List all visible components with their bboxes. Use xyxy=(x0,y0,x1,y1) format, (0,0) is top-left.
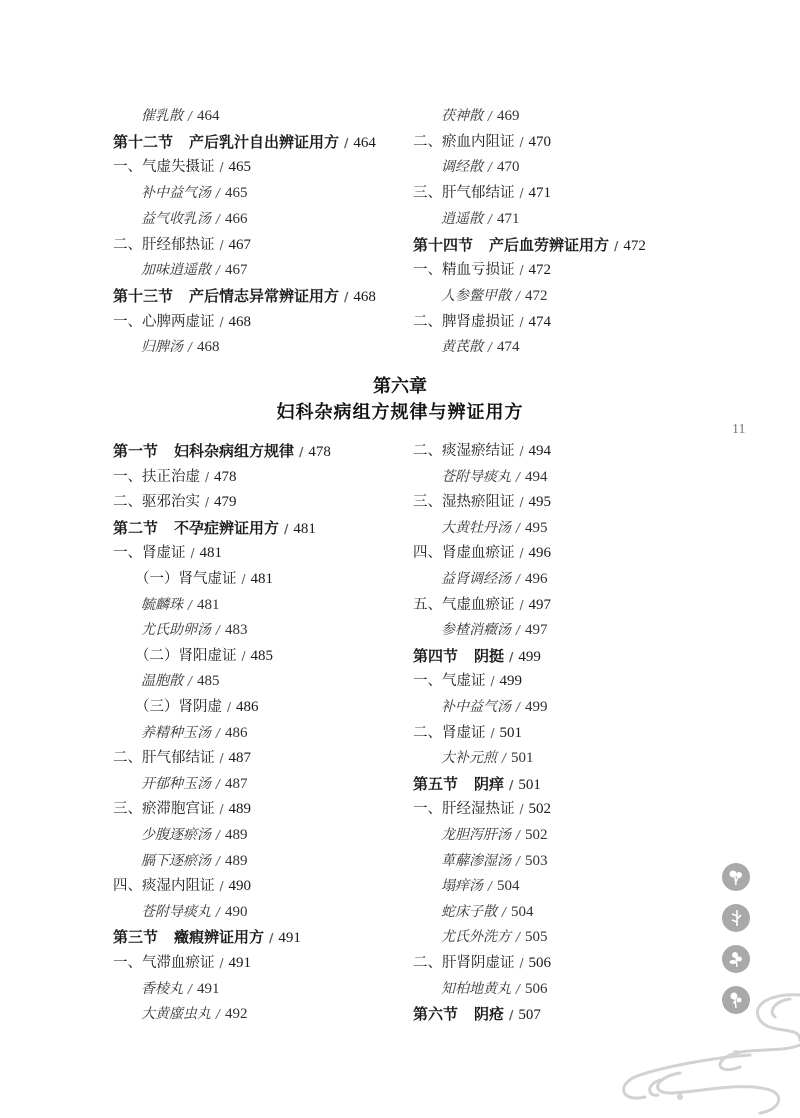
flower-badge-icon xyxy=(722,863,750,891)
entry-page-number: 491 xyxy=(197,980,220,997)
toc-formula-entry[interactable] xyxy=(141,721,248,745)
toc-subsection-entry[interactable] xyxy=(113,746,251,770)
separator: / xyxy=(516,623,521,638)
entry-title: 塌痒汤 xyxy=(441,878,483,895)
toc-formula-entry[interactable] xyxy=(141,335,220,359)
section-number: 第一节 xyxy=(113,442,159,460)
toc-formula-entry[interactable] xyxy=(441,900,534,924)
entry-page-number: 505 xyxy=(525,929,548,946)
toc-subsection-entry[interactable] xyxy=(413,541,551,565)
entry-title: 四、痰湿内阻证 xyxy=(113,878,215,895)
entry-title: 加味逍遥散 xyxy=(141,262,211,279)
entry-page-number: 465 xyxy=(228,159,252,176)
entry-title: 阴挺 xyxy=(474,646,505,665)
entry-title: 补中益气汤 xyxy=(141,185,211,202)
separator: / xyxy=(488,340,493,355)
separator: / xyxy=(519,444,524,458)
toc-formula-entry[interactable] xyxy=(141,977,220,1001)
separator: / xyxy=(227,700,232,714)
toc-formula-entry[interactable] xyxy=(141,258,248,282)
separator: / xyxy=(299,445,304,459)
toc-formula-entry[interactable] xyxy=(441,516,548,540)
entry-page-number: 471 xyxy=(497,210,520,227)
entry-page-number: 504 xyxy=(497,878,520,895)
section-number: 第五节 xyxy=(413,774,459,793)
toc-formula-entry[interactable] xyxy=(441,335,520,359)
separator: / xyxy=(241,572,246,586)
separator: / xyxy=(219,802,224,817)
separator: / xyxy=(216,623,221,638)
entry-page-number: 474 xyxy=(528,313,552,330)
entry-page-number: 464 xyxy=(197,108,220,124)
entry-page-number: 506 xyxy=(525,980,548,997)
entry-title: 尤氏外洗方 xyxy=(441,929,511,946)
separator: / xyxy=(219,751,224,766)
toc-subsection-entry[interactable] xyxy=(413,310,551,334)
separator: / xyxy=(516,520,521,535)
entry-title: 苍附导痰丸 xyxy=(441,468,511,485)
toc-subsection-entry[interactable] xyxy=(413,669,522,693)
separator: / xyxy=(216,211,221,226)
entry-page-number: 502 xyxy=(528,801,552,818)
entry-page-number: 470 xyxy=(497,159,520,176)
entry-title: 三、瘀滞胞宫证 xyxy=(113,801,215,818)
toc-formula-entry[interactable] xyxy=(441,977,548,1001)
entry-page-number: 474 xyxy=(497,339,520,356)
separator: / xyxy=(490,725,495,740)
separator: / xyxy=(188,597,193,612)
toc-subsection-entry[interactable] xyxy=(413,130,551,154)
separator: / xyxy=(188,981,193,996)
separator: / xyxy=(614,238,619,253)
separator: / xyxy=(516,572,521,586)
entry-title: 毓麟珠 xyxy=(141,596,183,613)
entry-title: 一、肾虚证 xyxy=(113,545,186,562)
entry-page-number: 467 xyxy=(228,236,252,253)
separator: / xyxy=(219,314,224,329)
separator: / xyxy=(519,134,524,149)
section-number: 第十三节 xyxy=(113,286,174,305)
toc-formula-entry[interactable] xyxy=(441,155,520,179)
entry-title: 二、肾虚证 xyxy=(413,724,486,741)
entry-title: 二、肝经郁热证 xyxy=(113,236,215,253)
separator: / xyxy=(516,828,521,842)
toc-subsection-entry[interactable] xyxy=(413,181,551,205)
entry-title: 少腹逐瘀汤 xyxy=(141,827,211,843)
entry-title: 癥瘕辨证用方 xyxy=(174,928,265,947)
toc-formula-entry[interactable] xyxy=(441,104,520,128)
toc-section-entry[interactable] xyxy=(113,130,376,154)
entry-page-number: 489 xyxy=(228,801,252,818)
toc-subsection-entry[interactable] xyxy=(113,541,222,565)
toc-formula-entry[interactable] xyxy=(441,849,548,873)
entry-page-number: 507 xyxy=(518,1007,541,1024)
toc-formula-entry[interactable] xyxy=(141,593,220,617)
separator: / xyxy=(344,289,349,304)
toc-formula-entry[interactable] xyxy=(141,823,248,847)
toc-section-entry[interactable] xyxy=(113,516,316,540)
toc-formula-entry[interactable] xyxy=(441,567,548,591)
section-number: 第四节 xyxy=(413,646,459,665)
entry-title: 阴疮 xyxy=(474,1005,505,1024)
toc-section-entry[interactable] xyxy=(113,439,331,463)
entry-page-number: 483 xyxy=(225,622,248,639)
toc-formula-entry[interactable] xyxy=(141,207,248,231)
separator: / xyxy=(205,495,210,510)
entry-page-number: 501 xyxy=(499,724,523,741)
entry-page-number: 481 xyxy=(199,545,223,562)
toc-formula-entry[interactable] xyxy=(141,900,248,924)
entry-title: 养精种玉汤 xyxy=(141,724,211,741)
entry-page-number: 504 xyxy=(511,903,534,920)
separator: / xyxy=(269,931,274,946)
toc-section-entry[interactable] xyxy=(113,925,301,949)
entry-page-number: 501 xyxy=(518,776,541,793)
entry-title: 黄芪散 xyxy=(441,339,483,356)
entry-page-number: 485 xyxy=(197,673,220,690)
entry-title: 蛇床子散 xyxy=(441,903,497,920)
toc-subsection-entry[interactable] xyxy=(113,490,237,514)
entry-page-number: 465 xyxy=(225,185,248,202)
entry-title: 二、驱邪治实 xyxy=(113,494,200,511)
toc-subsection-entry[interactable] xyxy=(113,951,251,975)
toc-formula-entry[interactable] xyxy=(141,104,220,128)
toc-section-entry[interactable] xyxy=(413,233,646,257)
toc-formula-entry[interactable] xyxy=(441,284,548,308)
separator: / xyxy=(216,776,221,791)
toc-formula-entry[interactable] xyxy=(441,207,520,231)
entry-title: 四、肾虚血瘀证 xyxy=(413,545,515,562)
entry-page-number: 491 xyxy=(278,930,301,947)
toc-formula-entry[interactable] xyxy=(441,823,548,847)
toc-formula-entry[interactable] xyxy=(441,925,548,949)
entry-title: 一、肝经湿热证 xyxy=(413,801,515,818)
entry-page-number: 489 xyxy=(225,852,248,869)
toc-subsection-entry[interactable] xyxy=(413,797,551,821)
toc-subsection-entry[interactable] xyxy=(413,593,551,617)
entry-title: 妇科杂病组方规律 xyxy=(174,442,295,460)
toc-section-entry[interactable] xyxy=(113,284,376,308)
toc-subsection-entry[interactable] xyxy=(413,490,551,514)
separator: / xyxy=(219,879,224,894)
toc-bottom-left xyxy=(113,439,403,1039)
entry-title: （二）肾阳虚证 xyxy=(135,647,237,664)
toc-formula-entry[interactable] xyxy=(441,465,548,489)
entry-page-number: 499 xyxy=(518,648,541,665)
entry-page-number: 468 xyxy=(228,313,252,330)
entry-page-number: 487 xyxy=(225,775,248,792)
toc-formula-entry[interactable] xyxy=(441,746,534,770)
entry-title: 知柏地黄丸 xyxy=(441,980,511,997)
entry-title: 归脾汤 xyxy=(141,339,183,356)
entry-page-number: 485 xyxy=(250,647,274,664)
toc-subsection-entry[interactable] xyxy=(113,465,237,489)
toc-top-right xyxy=(413,104,703,364)
separator: / xyxy=(219,956,224,970)
toc-subsection-entry[interactable] xyxy=(113,233,251,257)
toc-subsection-entry[interactable] xyxy=(413,951,551,975)
entry-title: （一）肾气虚证 xyxy=(135,571,237,587)
entry-title: 催乳散 xyxy=(141,108,183,124)
separator: / xyxy=(190,546,195,561)
entry-title: 一、扶正治虚 xyxy=(113,468,200,485)
entry-title: 苍附导痰丸 xyxy=(141,903,211,920)
entry-title: 温胞散 xyxy=(141,673,183,690)
entry-title: 产后血劳辨证用方 xyxy=(489,235,610,254)
toc-formula-entry[interactable] xyxy=(135,644,273,668)
toc-formula-entry[interactable] xyxy=(141,772,248,796)
entry-page-number: 491 xyxy=(228,955,252,971)
entry-title: 一、精血亏损证 xyxy=(413,262,515,279)
separator: / xyxy=(516,288,521,303)
entry-page-number: 492 xyxy=(225,1006,248,1023)
entry-page-number: 479 xyxy=(214,494,237,511)
entry-title: 茯神散 xyxy=(441,108,483,124)
separator: / xyxy=(502,751,507,766)
entry-page-number: 495 xyxy=(528,494,552,511)
entry-page-number: 496 xyxy=(525,571,548,587)
entry-title: 大黄䗪虫丸 xyxy=(141,1006,211,1023)
entry-page-number: 469 xyxy=(497,108,520,124)
entry-page-number: 506 xyxy=(528,955,552,971)
toc-top-left xyxy=(113,104,403,364)
entry-page-number: 481 xyxy=(250,571,274,587)
entry-title: 益气收乳汤 xyxy=(141,210,211,227)
entry-page-number: 489 xyxy=(225,827,248,843)
separator: / xyxy=(216,904,221,919)
toc-subsection-entry[interactable] xyxy=(413,258,551,282)
entry-title: 尤氏助卵汤 xyxy=(141,622,211,639)
separator: / xyxy=(516,981,521,996)
section-number: 第十四节 xyxy=(413,235,474,254)
separator: / xyxy=(488,160,493,175)
toc-formula-entry[interactable] xyxy=(141,1002,248,1026)
separator: / xyxy=(241,648,246,663)
toc-subsection-entry[interactable] xyxy=(413,439,551,463)
entry-page-number: 497 xyxy=(528,596,552,613)
entry-page-number: 478 xyxy=(214,468,237,485)
entry-title: 调经散 xyxy=(441,159,483,176)
entry-title: 萆薢渗湿汤 xyxy=(441,852,511,869)
entry-title: 人参鳖甲散 xyxy=(441,287,511,304)
section-number: 第六节 xyxy=(413,1005,459,1024)
entry-title: 逍遥散 xyxy=(441,210,483,227)
toc-subsection-entry[interactable] xyxy=(113,155,251,179)
entry-title: 二、肝肾阴虚证 xyxy=(413,955,515,971)
entry-title: （三）肾阴虚 xyxy=(135,699,222,715)
separator: / xyxy=(516,853,521,868)
section-number: 第十二节 xyxy=(113,132,174,151)
toc-formula-entry[interactable] xyxy=(141,669,220,693)
entry-page-number: 497 xyxy=(525,622,548,639)
entry-page-number: 464 xyxy=(353,134,376,151)
separator: / xyxy=(188,109,193,123)
toc-formula-entry[interactable] xyxy=(135,695,259,719)
toc-formula-entry[interactable] xyxy=(141,618,248,642)
entry-title: 二、瘀血内阻证 xyxy=(413,133,515,150)
entry-title: 香棱丸 xyxy=(141,980,183,997)
separator: / xyxy=(216,263,221,278)
entry-page-number: 495 xyxy=(525,519,548,536)
entry-page-number: 472 xyxy=(623,237,646,254)
entry-page-number: 501 xyxy=(511,750,534,767)
toc-formula-entry[interactable] xyxy=(135,567,273,591)
leaf-badge-icon xyxy=(722,945,750,973)
entry-page-number: 502 xyxy=(525,827,548,843)
entry-page-number: 496 xyxy=(528,545,552,562)
entry-page-number: 472 xyxy=(528,262,552,279)
separator: / xyxy=(519,495,524,510)
entry-page-number: 481 xyxy=(197,596,220,613)
separator: / xyxy=(216,828,221,842)
toc-section-entry[interactable] xyxy=(413,644,541,668)
toc-subsection-entry[interactable] xyxy=(113,874,251,898)
entry-page-number: 503 xyxy=(525,852,548,869)
entry-page-number: 486 xyxy=(236,699,259,715)
separator: / xyxy=(216,725,221,740)
toc-formula-entry[interactable] xyxy=(441,874,520,898)
toc-subsection-entry[interactable] xyxy=(113,310,251,334)
entry-page-number: 472 xyxy=(525,287,548,304)
entry-title: 不孕症辨证用方 xyxy=(174,518,280,537)
entry-title: 大补元煎 xyxy=(441,750,497,767)
entry-title: 大黄牡丹汤 xyxy=(441,519,511,536)
separator: / xyxy=(490,674,495,689)
separator: / xyxy=(509,649,514,664)
entry-page-number: 486 xyxy=(225,724,248,741)
entry-page-number: 499 xyxy=(525,699,548,715)
separator: / xyxy=(509,777,514,792)
entry-title: 补中益气汤 xyxy=(441,699,511,715)
toc-subsection-entry[interactable] xyxy=(413,721,522,745)
entry-title: 膈下逐瘀汤 xyxy=(141,852,211,869)
entry-page-number: 487 xyxy=(228,750,252,767)
separator: / xyxy=(216,853,221,868)
section-number: 第三节 xyxy=(113,928,159,947)
entry-page-number: 481 xyxy=(293,520,316,537)
entry-title: 产后情志异常辨证用方 xyxy=(189,286,340,305)
toc-formula-entry[interactable] xyxy=(441,695,548,719)
entry-title: 二、痰湿瘀结证 xyxy=(413,443,515,459)
separator: / xyxy=(509,1008,514,1023)
entry-title: 三、湿热瘀阻证 xyxy=(413,494,515,511)
entry-page-number: 466 xyxy=(225,210,248,227)
toc-formula-entry[interactable] xyxy=(141,181,248,205)
separator: / xyxy=(284,521,289,536)
toc-bottom-right xyxy=(413,439,703,1039)
entry-title: 开郁种玉汤 xyxy=(141,775,211,792)
entry-page-number: 468 xyxy=(197,339,220,356)
entry-title: 三、肝气郁结证 xyxy=(413,185,515,202)
separator: / xyxy=(519,802,524,817)
separator: / xyxy=(516,930,521,945)
entry-title: 参楂消癥汤 xyxy=(441,622,511,639)
separator: / xyxy=(519,546,524,561)
section-number: 第二节 xyxy=(113,518,159,537)
entry-title: 一、气滞血瘀证 xyxy=(113,955,215,971)
separator: / xyxy=(219,160,224,175)
separator: / xyxy=(219,237,224,252)
entry-title: 一、气虚失摄证 xyxy=(113,159,215,176)
entry-title: 益肾调经汤 xyxy=(441,571,511,587)
toc-section-entry[interactable] xyxy=(413,1002,541,1026)
toc-subsection-entry[interactable] xyxy=(113,797,251,821)
separator: / xyxy=(488,109,493,123)
separator: / xyxy=(519,186,524,201)
separator: / xyxy=(344,135,349,150)
entry-title: 二、脾肾虚损证 xyxy=(413,313,515,330)
separator: / xyxy=(519,314,524,329)
entry-page-number: 499 xyxy=(499,673,523,690)
herb-branch-badge-icon xyxy=(722,904,750,932)
entry-title: 一、气虚证 xyxy=(413,673,486,690)
separator: / xyxy=(188,340,193,355)
cloud-wave-decoration xyxy=(600,985,800,1118)
page-number: 11 xyxy=(732,422,746,437)
entry-page-number: 494 xyxy=(528,443,552,459)
entry-title: 一、心脾两虚证 xyxy=(113,313,215,330)
entry-title: 阴痒 xyxy=(474,774,505,793)
separator: / xyxy=(216,186,221,201)
toc-section-entry[interactable] xyxy=(413,772,541,796)
entry-page-number: 470 xyxy=(528,133,552,150)
entry-page-number: 478 xyxy=(308,444,331,460)
entry-title: 五、气虚血瘀证 xyxy=(413,596,515,613)
entry-page-number: 471 xyxy=(528,185,552,202)
entry-page-number: 490 xyxy=(225,903,248,920)
separator: / xyxy=(519,956,524,970)
entry-page-number: 494 xyxy=(525,468,548,485)
separator: / xyxy=(488,879,493,894)
separator: / xyxy=(516,469,521,484)
entry-title: 龙胆泻肝汤 xyxy=(441,827,511,843)
entry-title: 二、肝气郁结证 xyxy=(113,750,215,767)
separator: / xyxy=(516,700,521,714)
separator: / xyxy=(519,597,524,612)
separator: / xyxy=(519,263,524,278)
toc-formula-entry[interactable] xyxy=(441,618,548,642)
separator: / xyxy=(216,1007,221,1022)
entry-page-number: 467 xyxy=(225,262,248,279)
entry-title: 产后乳汁自出辨证用方 xyxy=(189,132,340,151)
entry-page-number: 468 xyxy=(353,288,376,305)
separator: / xyxy=(488,211,493,226)
separator: / xyxy=(502,904,507,919)
entry-page-number: 490 xyxy=(228,878,252,895)
separator: / xyxy=(188,674,193,689)
toc-formula-entry[interactable] xyxy=(141,849,248,873)
chapter-number: 第六章 xyxy=(373,376,427,397)
chapter-title: 妇科杂病组方规律与辨证用方 xyxy=(276,402,524,423)
separator: / xyxy=(205,469,210,484)
